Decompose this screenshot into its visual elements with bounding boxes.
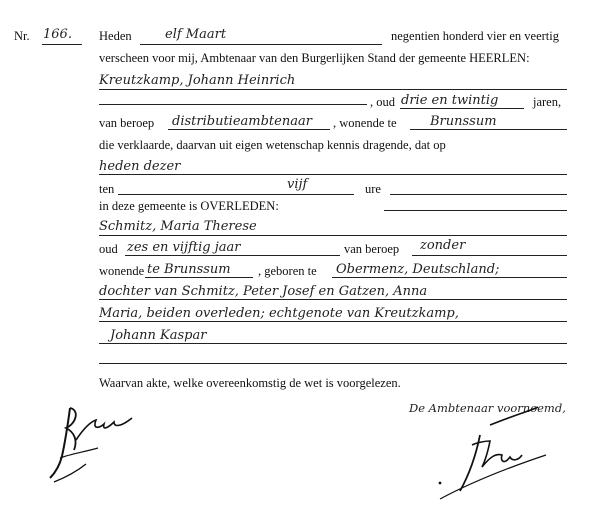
- overleden-tail-line: [384, 210, 567, 211]
- deceased-residence-line: [145, 277, 253, 278]
- parents-underline-1: [99, 299, 567, 300]
- death-date: heden dezer: [99, 159, 181, 174]
- official-signature: [430, 395, 550, 505]
- death-date-line: [99, 174, 567, 175]
- geboren-label: , geboren te: [258, 264, 317, 278]
- verscheen-text: verscheen voor mij, Ambtenaar van den Burgerlijken Stand der gemeente HEERLEN:: [99, 51, 530, 65]
- record-number-label: Nr.: [14, 29, 30, 43]
- number-underline: [42, 44, 82, 45]
- death-hour-line: [118, 194, 354, 195]
- declarant-occupation: distributieambtenaar: [172, 114, 312, 129]
- day-month-line: [140, 44, 382, 45]
- deceased-name-line: [99, 235, 567, 236]
- overleden-text: in deze gemeente is OVERLEDEN:: [99, 199, 279, 213]
- deceased-age-line: [125, 255, 340, 256]
- ten-label: ten: [99, 182, 115, 196]
- wonende-label: , wonende te: [333, 116, 397, 130]
- year-text: negentien honderd vier en veertig: [391, 29, 559, 43]
- wonende2-label: wonende: [99, 264, 145, 278]
- day-month: elf Maart: [165, 27, 227, 42]
- declarant-residence: Brunssum: [430, 114, 497, 129]
- closing-text: Waarvan akte, welke overeenkomstig de wet is voorgelezen.: [99, 376, 401, 390]
- beroep2-label: van beroep: [344, 242, 400, 256]
- verklaarde-text: die verklaarde, daarvan uit eigen wetenschap kennis dragende, dat op: [99, 138, 446, 152]
- jaren-label: jaren,: [533, 95, 562, 109]
- death-hour: vijf: [287, 177, 308, 192]
- blank-line: [99, 363, 567, 364]
- declarant-name-line: [99, 89, 567, 90]
- parents-line-3: Johann Kaspar: [110, 328, 207, 343]
- declarant-occupation-line: [168, 129, 330, 130]
- deceased-name: Schmitz, Maria Therese: [99, 219, 257, 234]
- birthplace: Obermenz, Deutschland;: [336, 262, 500, 277]
- official-label: De Ambtenaar voornoemd,: [409, 401, 566, 415]
- declarant-age-line: [400, 108, 524, 109]
- oud2-label: oud: [99, 242, 118, 256]
- declarant-residence-line: [410, 129, 567, 130]
- parents-underline-3: [99, 343, 567, 344]
- declarant-name: Kreutzkamp, Johann Heinrich: [99, 73, 296, 88]
- parents-line-2: Maria, beiden overleden; echtgenote van Kreutzkamp,: [99, 306, 459, 321]
- parents-line-1: dochter van Schmitz, Peter Josef en Gatzen, Anna: [99, 284, 428, 299]
- heden-label: Heden: [99, 29, 132, 43]
- birthplace-line: [332, 277, 567, 278]
- declarant-extra-line: [99, 104, 367, 105]
- record-number: 166.: [43, 27, 72, 42]
- declarant-age: drie en twintig: [401, 93, 499, 108]
- deceased-residence: te Brunssum: [147, 262, 231, 277]
- oud-label: , oud: [370, 95, 395, 109]
- deceased-age: zes en vijftig jaar: [127, 240, 241, 255]
- beroep-label: van beroep: [99, 116, 155, 130]
- deceased-occupation-line: [412, 255, 567, 256]
- ure-tail-line: [390, 194, 567, 195]
- deceased-occupation: zonder: [420, 238, 466, 253]
- parents-underline-2: [99, 321, 567, 322]
- declarant-signature: [40, 398, 150, 488]
- ure-label: ure: [365, 182, 381, 196]
